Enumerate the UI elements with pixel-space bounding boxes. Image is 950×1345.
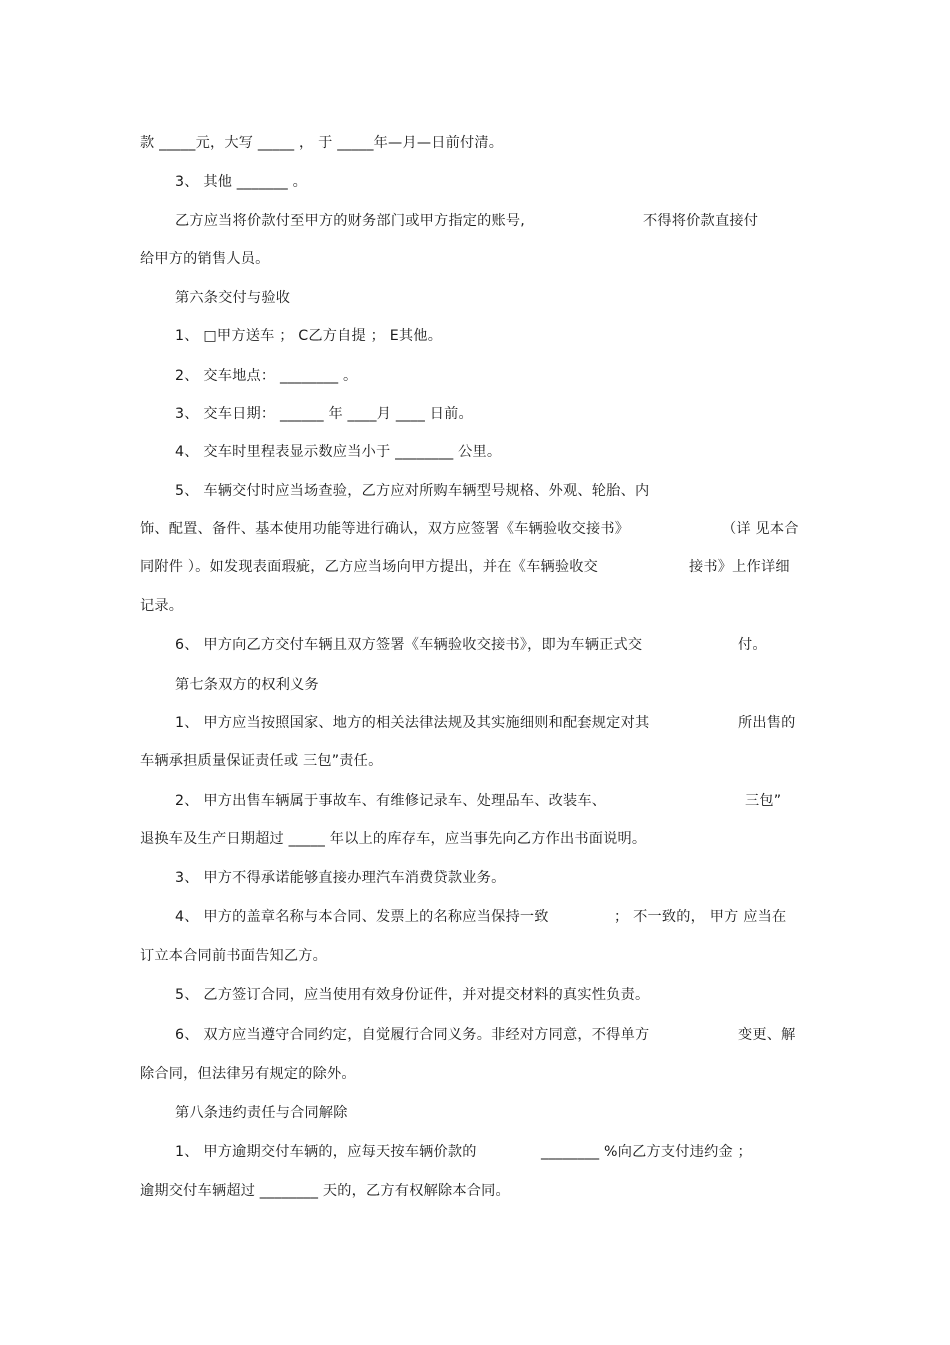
article-7-item-3: 3、 甲方不得承诺能够直接办理汽车消费贷款业务。 [175,870,506,886]
article-6-title: 第六条交付与验收 [175,290,291,306]
article-6-item-2: 2、 交车地点： ________ 。 [175,368,358,384]
article-6-item-1: 1、 □甲方送车 ； C乙方自提 ； E其他。 [175,328,443,344]
article-7-item-2: 2、 甲方出售车辆属于事故车、有维修记录车、处理品车、改装车、 [175,793,607,809]
article-7-item-1: 1、 甲方应当按照国家、地方的相关法律法规及其实施细则和配套规定对其 [175,715,650,731]
article-6-item-5-cont3: 同附件 ）。如发现表面瑕疵，乙方应当场向甲方提出，并在《车辆验收交 [140,559,599,575]
article-7-item-6: 6、 双方应当遵守合同约定，自觉履行合同义务。非经对方同意，不得单方 [175,1027,650,1043]
article-7-title: 第七条双方的权利义务 [175,677,319,693]
article-6-item-3: 3、 交车日期： ______ 年 ____月 ____ 日前。 [175,406,473,422]
article-7-item-1-end: 车辆承担质量保证责任或 三包”责任。 [140,753,383,769]
article-7-item-6-end: 除合同，但法律另有规定的除外。 [140,1066,356,1082]
article-6-item-5-end: 记录。 [140,598,184,614]
line-payment-account: 乙方应当将价款付至甲方的财务部门或甲方指定的账号, [175,213,526,229]
article-7-item-2-cont: 三包” [745,793,782,809]
line-payment-account-2: 不得将价款直接付 [643,213,759,229]
article-7-item-1-cont: 所出售的 [738,715,796,731]
article-8-title: 第八条违约责任与合同解除 [175,1105,348,1121]
article-6-item-5-cont4: 接书》上作详细 [689,559,790,575]
article-6-item-4: 4、 交车时里程表显示数应当小于 ________ 公里。 [175,444,502,460]
article-6-item-5: 5、 车辆交付时应当场查验，乙方应对所购车辆型号规格、外观、轮胎、内 [175,483,650,499]
article-7-item-5: 5、 乙方签订合同，应当使用有效身份证件，并对提交材料的真实性负责。 [175,987,650,1003]
article-8-item-1: 1、 甲方逾期交付车辆的，应每天按车辆价款的 [175,1144,477,1160]
article-8-item-1-end: 逾期交付车辆超过 ________ 天的，乙方有权解除本合同。 [140,1183,510,1199]
article-8-item-1-cont: ________ %向乙方支付违约金 ； [541,1144,752,1160]
article-7-item-4-end: 订立本合同前书面告知乙方。 [140,948,328,964]
article-7-item-2-end: 退换车及生产日期超过 _____ 年以上的库存车，应当事先向乙方作出书面说明。 [140,831,647,847]
article-7-item-4: 4、 甲方的盖章名称与本合同、发票上的名称应当保持一致 [175,909,549,925]
line-item-3-other: 3、 其他 _______ 。 [175,174,307,190]
article-6-item-6: 6、 甲方向乙方交付车辆且双方签署《车辆验收交接书》，即为车辆正式交 [175,637,643,653]
article-6-item-5-cont2: （详 见本合 [722,521,799,537]
article-7-item-4-cont: ； 不一致的， 甲方 应当在 [614,909,787,925]
line-payment-account-3: 给甲方的销售人员。 [140,251,270,267]
article-6-item-5-cont: 饰、配置、备件、基本使用功能等进行确认，双方应签署《车辆验收交接书》 [140,521,630,537]
article-6-item-6-end: 付。 [738,637,767,653]
line-pay-deadline: 款 _____元，大写 _____ ， 于 _____年—月—日前付清。 [140,135,504,151]
article-7-item-6-cont: 变更、解 [738,1027,796,1043]
